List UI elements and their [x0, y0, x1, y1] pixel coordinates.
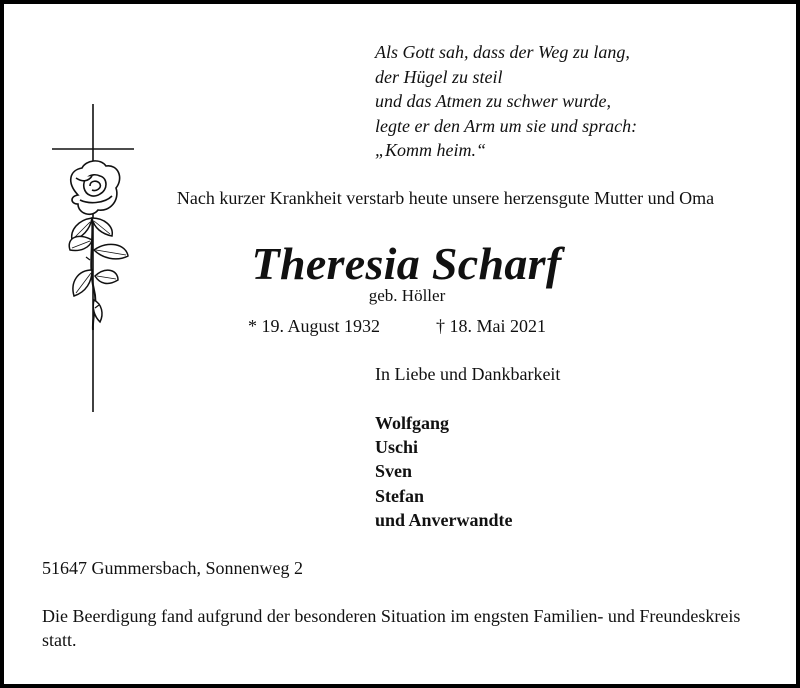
mourner-name: Stefan: [375, 485, 424, 506]
poem-line: „Komm heim.“: [375, 140, 487, 160]
mourner-name: und Anverwandte: [375, 509, 513, 530]
death-date: † 18. Mai 2021: [436, 316, 546, 336]
intro-text: Nach kurzer Krankheit verstarb heute unsere herzensgute Mutter und Oma: [176, 188, 715, 208]
funeral-note: Die Beerdigung fand aufgrund der besonderen Situation im engsten Familien- und Freundeskreis statt.: [42, 606, 741, 650]
birth-date: * 19. August 1932: [248, 316, 381, 336]
birth-name: geb. Höller: [368, 286, 446, 305]
deceased-name: Theresia Scharf: [251, 238, 562, 289]
mourners-list: [375, 411, 513, 532]
mourner-name: Uschi: [375, 437, 419, 458]
poem-line: legte er den Arm um sie und sprach:: [375, 115, 638, 136]
mourner-name: Sven: [375, 461, 413, 482]
poem-line: der Hügel zu steil: [375, 66, 503, 87]
poem: [375, 40, 637, 163]
poem-line: Als Gott sah, dass der Weg zu lang,: [375, 42, 630, 62]
poem-line: und das Atmen zu schwer wurde,: [375, 91, 611, 111]
mourner-name: Wolfgang: [375, 413, 450, 433]
closing-phrase: In Liebe und Dankbarkeit: [375, 364, 561, 384]
family-address: 51647 Gummersbach, Sonnenweg 2: [42, 558, 303, 578]
